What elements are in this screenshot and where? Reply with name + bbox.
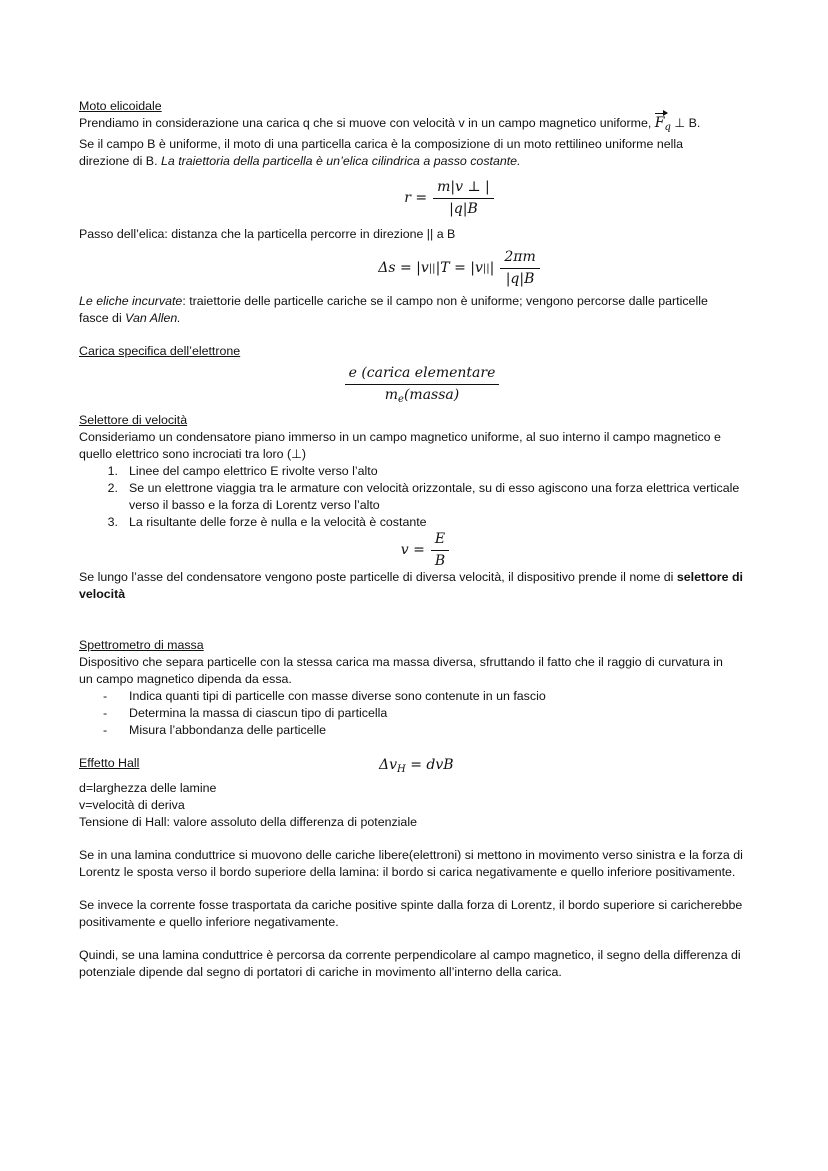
list-item: - Indica quanti tipi di particelle con masse diverse sono contenute in un fascio <box>103 689 546 703</box>
equation-specific-charge: $\frac{\text{e (carica elementare}}{m_e(massa)}$ <box>79 360 759 412</box>
paragraph-eliche: Le eliche incurvate: traiettorie delle particelle cariche se il campo non è uniforme; vengono percorse dalle particelle <box>79 294 708 308</box>
equation-hall: $\Delta v_H$ = dvB <box>379 757 454 775</box>
section-title-spettrometro: Spettrometro di massa <box>79 638 204 652</box>
paragraph-eliche-line2: fasce di Van Allen. <box>79 311 181 325</box>
paragraph-selettore-intro1: Consideriamo un condensatore piano immerso in un campo magnetico uniforme, al suo interno il campo magnetico e <box>79 430 721 444</box>
paragraph-moto-line2: Se il campo B è uniforme, il moto di una particella carica è la composizione di un moto rettilineo uniforme nella <box>79 137 684 151</box>
paragraph-moto-line3: direzione di B. La traiettoria della particella è un’elica cilindrica a passo costante. <box>79 154 521 168</box>
equation-radius: r = $\frac{m|v \perp |}{|q|B}$ <box>139 170 759 226</box>
section-title-effetto-hall: Effetto Hall <box>79 756 140 770</box>
document-body <box>79 98 759 981</box>
paragraph-spettrometro-intro2: un campo magnetico dipenda da essa. <box>79 672 292 686</box>
paragraph-selettore-intro2: quello elettrico sono incrociati tra loro (⊥) <box>79 447 307 461</box>
list-item: 1. Linee del campo elettrico E rivolte verso l’alto <box>107 464 378 478</box>
list-item: - Misura l’abbondanza delle particelle <box>103 723 326 737</box>
paragraph-hall-3: Quindi, se una lamina conduttrice è percorsa da corrente perpendicolare al campo magnetico, il segno della differenza di potenziale dipende dal segno di portatori di cariche in movimento all’interno della carica. <box>79 948 741 979</box>
paragraph-hall-1: Se in una lamina conduttrice si muovono delle cariche libere(elettroni) si mettono in movimento verso sinistra e la forza di Lorentz le sposta verso il bordo superiore della lamina: il bordo si carica negativamente e quello inferiore positivamente. <box>79 848 743 879</box>
paragraph-selettore-outro: Se lungo l’asse del condensatore vengono poste particelle di diversa velocità, il dispositivo prende il nome di selettore di velocità <box>79 570 743 601</box>
hall-definition-d: d=larghezza delle lamine <box>79 781 217 795</box>
section-title-carica-specifica: Carica specifica dell’elettrone <box>79 344 241 358</box>
list-item: 3. La risultante delle forze è nulla e la velocità è costante <box>107 515 427 529</box>
spettrometro-bullet-list <box>79 688 759 739</box>
list-item: 2. Se un elettrone viaggia tra le armature con velocità orizzontale, su di esso agiscono una forza elettrica verticale verso il basso e la forza di Lorentz verso l’alto <box>107 481 740 512</box>
paragraph-hall-2: Se invece la corrente fosse trasportata da cariche positive spinte dalla forza di Lorentz, il bordo superiore si caricherebbe positivamente e quello inferiore negativamente. <box>79 898 743 929</box>
paragraph-passo: Passo dell’elica: distanza che la particella percorre in direzione || a B <box>79 227 456 241</box>
list-item: - Determina la massa di ciascun tipo di particella <box>103 706 388 720</box>
paragraph-spettrometro-intro1: Dispositivo che separa particelle con la stessa carica ma massa diversa, sfruttando il fatto che il raggio di curvatura in <box>79 655 723 669</box>
equation-pitch: Δs = |v || |T = |v || | $\frac{2\pi m}{|q|B}$ <box>159 243 759 293</box>
force-vector-symbol: $F_q$ <box>654 115 671 133</box>
section-title-moto-elicoidale: Moto elicoidale <box>79 99 162 113</box>
paragraph-moto-line1: Prendiamo in considerazione una carica q che si muove con velocità v in un campo magnetico uniforme, $F_q$ ⊥ B. <box>79 115 701 133</box>
hall-title-row <box>79 755 759 775</box>
section-title-selettore: Selettore di velocità <box>79 413 188 427</box>
selettore-numbered-list <box>79 463 759 531</box>
hall-definition-tension: Tensione di Hall: valore assoluto della differenza di potenziale <box>79 815 417 829</box>
equation-velocity: v = $\frac{E}{B}$ <box>91 531 759 569</box>
hall-definition-v: v=velocità di deriva <box>79 798 185 812</box>
